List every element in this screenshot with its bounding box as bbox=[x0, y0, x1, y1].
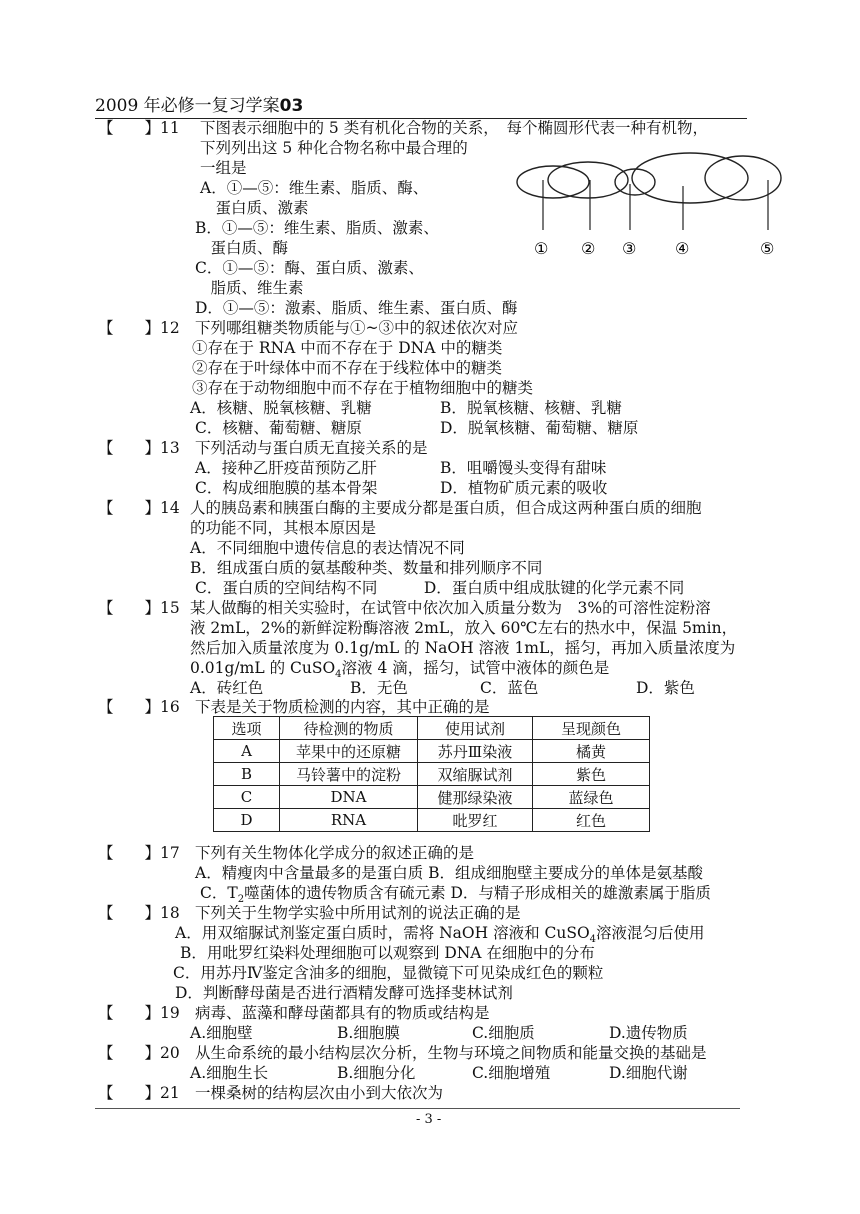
q13-option-b: B．咀嚼馒头变得有甜味 bbox=[440, 459, 607, 477]
question-number-11: 【 】11 bbox=[98, 119, 180, 137]
q11-stem-2: 下列列出这 5 种化合物名称中最合理的 bbox=[200, 139, 468, 157]
q17-option-a-b: A．精瘦肉中含量最多的是蛋白质 B．组成细胞壁主要成分的单体是氨基酸 bbox=[195, 864, 704, 882]
q20-stem: 从生命系统的最小结构层次分析，生物与环境之间物质和能量交换的基础是 bbox=[195, 1044, 707, 1062]
table-row bbox=[214, 740, 650, 763]
diagram-label-4: ④ bbox=[675, 239, 690, 258]
question-number-18: 【 】18 bbox=[98, 904, 180, 922]
table-row bbox=[214, 809, 650, 832]
q14-option-a: A．不同细胞中遗传信息的表达情况不同 bbox=[190, 539, 465, 557]
q20-option-b: B.细胞分化 bbox=[337, 1064, 416, 1082]
ellipse-4 bbox=[632, 153, 748, 203]
diagram-label-5: ⑤ bbox=[760, 239, 775, 258]
diagram-label-2: ② bbox=[581, 239, 596, 258]
ellipse-5 bbox=[705, 156, 781, 200]
q19-option-b: B.细胞膜 bbox=[337, 1024, 400, 1042]
table-row bbox=[214, 786, 650, 809]
table-cell: 红色 bbox=[533, 809, 650, 832]
q17-option-c-post: 噬菌体的遗传物质含有硫元素 D．与精子形成相关的雄激素属于脂质 bbox=[244, 884, 711, 902]
q11-option-b: B．①—⑤：维生素、脂质、激素、 bbox=[195, 219, 439, 237]
q12-option-d: D．脱氧核糖、葡萄糖、糖原 bbox=[440, 419, 639, 437]
q14-option-c-d: C．蛋白质的空间结构不同 D．蛋白质中组成肽键的化学元素不同 bbox=[195, 579, 685, 597]
q15-option-b: B．无色 bbox=[350, 679, 408, 697]
table-cell: 健那绿染液 bbox=[418, 786, 533, 809]
table-cell: D bbox=[214, 809, 280, 832]
q17-stem: 下列有关生物体化学成分的叙述正确的是 bbox=[195, 844, 475, 862]
table-cell: 橘黄 bbox=[533, 740, 650, 763]
header-number: 03 bbox=[279, 96, 304, 116]
table-cell: 马铃薯中的淀粉 bbox=[280, 763, 418, 786]
q15-stem-4-post: 溶液 4 滴，摇匀，试管中液体的颜色是 bbox=[341, 659, 610, 677]
page-header bbox=[95, 94, 747, 119]
q15-option-c: C．蓝色 bbox=[480, 679, 539, 697]
q18-option-d: D．判断酵母菌是否进行酒精发酵可选择斐林试剂 bbox=[175, 984, 513, 1002]
ellipse-diagram bbox=[510, 150, 790, 260]
q11-stem-3: 一组是 bbox=[200, 159, 247, 177]
table-header-cell: 使用试剂 bbox=[418, 717, 533, 740]
table-cell: B bbox=[214, 763, 280, 786]
page-number: - 3 - bbox=[416, 1112, 442, 1127]
q19-stem: 病毒、蓝藻和酵母菌都具有的物质或结构是 bbox=[195, 1004, 490, 1022]
table-row bbox=[214, 763, 650, 786]
diagram-label-3: ③ bbox=[622, 239, 637, 258]
detection-table bbox=[213, 716, 650, 832]
table-header-row bbox=[214, 717, 650, 740]
q16-stem: 下表是关于物质检测的内容，其中正确的是 bbox=[195, 698, 490, 716]
table-header-cell: 选项 bbox=[214, 717, 280, 740]
q15-option-d: D．紫色 bbox=[636, 679, 695, 697]
table-cell: 双缩脲试剂 bbox=[418, 763, 533, 786]
question-number-14: 【 】14 bbox=[98, 499, 180, 517]
ellipse-2 bbox=[548, 162, 628, 198]
q18-option-c: C．用苏丹Ⅳ鉴定含油多的细胞，显微镜下可见染成红色的颗粒 bbox=[173, 964, 604, 982]
table-cell: 苏丹Ⅲ染液 bbox=[418, 740, 533, 763]
table-header-cell: 待检测的物质 bbox=[280, 717, 418, 740]
q11-option-a: A．①—⑤：维生素、脂质、酶、 bbox=[200, 179, 429, 197]
q13-option-c: C．构成细胞膜的基本骨架 bbox=[195, 479, 378, 497]
footer-rule bbox=[95, 1108, 740, 1109]
question-number-15: 【 】15 bbox=[98, 599, 180, 617]
q14-option-b: B．组成蛋白质的氨基酸种类、数量和排列顺序不同 bbox=[190, 559, 543, 577]
table-cell: 吡罗红 bbox=[418, 809, 533, 832]
table-cell: 紫色 bbox=[533, 763, 650, 786]
question-number-20: 【 】20 bbox=[98, 1044, 180, 1062]
q19-option-d: D.遗传物质 bbox=[609, 1024, 688, 1042]
question-number-13: 【 】13 bbox=[98, 439, 180, 457]
q12-option-c: C．核糖、葡萄糖、糖原 bbox=[195, 419, 362, 437]
q13-option-a: A．接种乙肝疫苗预防乙肝 bbox=[195, 459, 377, 477]
q20-option-c: C.细胞增殖 bbox=[472, 1064, 551, 1082]
q11-option-c: C．①—⑤：酶、蛋白质、激素、 bbox=[195, 259, 424, 277]
q12-item-3: ③存在于动物细胞中而不存在于植物细胞中的糖类 bbox=[192, 379, 534, 397]
q11-stem-1: 下图表示细胞中的 5 类有机化合物的关系， 每个椭圆形代表一种有机物， bbox=[200, 119, 708, 137]
q15-option-a: A．砖红色 bbox=[190, 679, 264, 697]
q18-option-a-pre: A．用双缩脲试剂鉴定蛋白质时，需将 NaOH 溶液和 CuSO bbox=[175, 924, 590, 942]
q17-option-c-pre: C．T bbox=[200, 884, 238, 902]
q15-stem-3: 然后加入质量浓度为 0.1g/mL 的 NaOH 溶液 1mL，摇匀，再加入质量浓度为 bbox=[190, 639, 736, 657]
q18-option-b: B．用吡罗红染料处理细胞可以观察到 DNA 在细胞中的分布 bbox=[180, 944, 595, 962]
q20-option-a: A.细胞生长 bbox=[190, 1064, 269, 1082]
q11-option-a-cont: 蛋白质、激素 bbox=[200, 199, 309, 217]
q11-option-b-cont: 蛋白质、酶 bbox=[195, 239, 289, 257]
table-cell: DNA bbox=[280, 786, 418, 809]
table-cell: 蓝绿色 bbox=[533, 786, 650, 809]
q15-stem-4-pre: 0.01g/mL 的 CuSO bbox=[190, 659, 336, 677]
q21-stem: 一棵桑树的结构层次由小到大依次为 bbox=[195, 1084, 444, 1102]
table-cell: RNA bbox=[280, 809, 418, 832]
q11-option-c-cont: 脂质、维生素 bbox=[195, 279, 304, 297]
table-cell: C bbox=[214, 786, 280, 809]
q12-option-b: B．脱氧核糖、核糖、乳糖 bbox=[440, 399, 622, 417]
question-number-17: 【 】17 bbox=[98, 844, 180, 862]
q18-option-a-post: 溶液混匀后使用 bbox=[596, 924, 705, 942]
q19-option-a: A.细胞壁 bbox=[190, 1024, 253, 1042]
q14-stem-1: 人的胰岛素和胰蛋白酶的主要成分都是蛋白质，但合成这两种蛋白质的细胞 bbox=[190, 499, 702, 517]
q15-stem-4-sub: 4 bbox=[335, 669, 342, 681]
q13-option-d: D．植物矿质元素的吸收 bbox=[440, 479, 608, 497]
q18-option-a-sub: 4 bbox=[589, 934, 597, 946]
diagram-label-1: ① bbox=[534, 239, 549, 258]
table-cell: A bbox=[214, 740, 280, 763]
q11-option-d: D．①—⑤：激素、脂质、维生素、蛋白质、酶 bbox=[195, 299, 518, 317]
question-number-21: 【 】21 bbox=[98, 1084, 180, 1102]
q18-stem: 下列关于生物学实验中所用试剂的说法正确的是 bbox=[195, 904, 521, 922]
q12-item-1: ①存在于 RNA 中而不存在于 DNA 中的糖类 bbox=[192, 339, 503, 357]
q13-stem: 下列活动与蛋白质无直接关系的是 bbox=[195, 439, 428, 457]
q19-option-c: C.细胞质 bbox=[472, 1024, 535, 1042]
table-cell: 苹果中的还原糖 bbox=[280, 740, 418, 763]
table-header-cell: 呈现颜色 bbox=[533, 717, 650, 740]
question-number-12: 【 】12 bbox=[98, 319, 180, 337]
ellipse-3 bbox=[615, 169, 655, 195]
q12-item-2: ②存在于叶绿体中而不存在于线粒体中的糖类 bbox=[192, 359, 503, 377]
q15-stem-2: 液 2mL，2%的新鲜淀粉酶溶液 2mL，放入 60℃左右的热水中，保温 5min， bbox=[190, 619, 738, 637]
question-number-19: 【 】19 bbox=[98, 1004, 180, 1022]
q12-stem: 下列哪组糖类物质能与①~③中的叙述依次对应 bbox=[195, 319, 518, 337]
question-number-16: 【 】16 bbox=[98, 698, 180, 716]
q12-option-a: A．核糖、脱氧核糖、乳糖 bbox=[190, 399, 372, 417]
q17-option-c-sub: 2 bbox=[237, 894, 245, 906]
q20-option-d: D.细胞代谢 bbox=[609, 1064, 688, 1082]
q14-stem-2: 的功能不同，其根本原因是 bbox=[190, 519, 377, 537]
q15-stem-1: 某人做酶的相关实验时，在试管中依次加入质量分数为 3%的可溶性淀粉溶 bbox=[190, 599, 711, 617]
header-title: 2009 年必修一复习学案 bbox=[95, 96, 280, 116]
